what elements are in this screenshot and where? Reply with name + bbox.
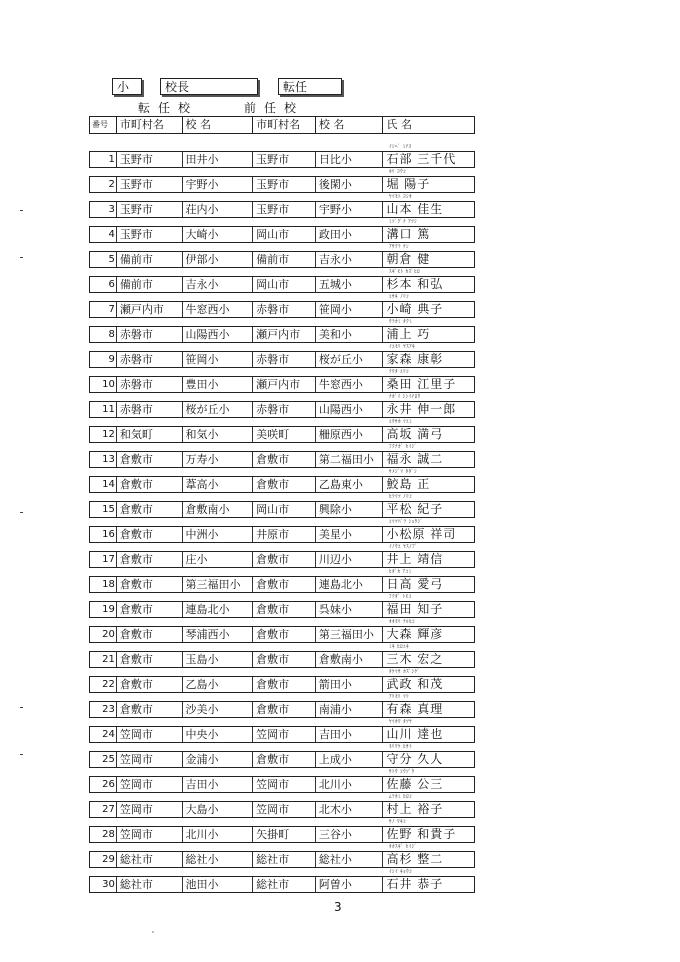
row-name-kana: ﾎﾘ ﾖｳｺ [389, 169, 407, 175]
row-prev-school: 三谷小 [316, 827, 384, 842]
table-row [89, 743, 475, 768]
row-new-school: 玉島小 [183, 652, 254, 667]
row-prev-school: 連島北小 [316, 577, 384, 592]
row-prev-city: 玉野市 [253, 152, 316, 167]
row-new-city: 倉敷市 [117, 527, 183, 542]
row-new-school: 沙美小 [183, 702, 254, 717]
row-cells [89, 276, 475, 293]
row-prev-city: 笠岡市 [253, 802, 316, 817]
row-name-kana: ﾋﾀﾞｶ ｱﾕﾐ [389, 569, 412, 575]
row-new-city: 備前市 [117, 277, 183, 292]
row-new-city: 倉敷市 [117, 702, 183, 717]
row-name-kana: ｲｴﾓﾘ ﾔｽｱｷ [389, 344, 416, 350]
row-number: 7 [90, 302, 117, 317]
row-prev-school: 第二福田小 [316, 452, 384, 467]
row-new-city: 倉敷市 [117, 677, 183, 692]
row-cells [89, 801, 475, 818]
table-row [89, 268, 475, 293]
row-cells [89, 151, 475, 168]
row-cells [89, 201, 475, 218]
scan-mark [20, 512, 23, 513]
row-prev-school: 総社小 [316, 852, 384, 867]
row-prev-city: 倉敷市 [253, 627, 316, 642]
row-prev-city: 赤磐市 [253, 352, 316, 367]
row-name: 溝口 篤 [386, 227, 431, 241]
row-prev-school: 後閑小 [316, 177, 384, 192]
table-row [89, 668, 475, 693]
table-row [89, 568, 475, 593]
scan-mark [20, 754, 23, 755]
row-prev-school: 吉永小 [316, 252, 384, 267]
previous-school-heading: 前任校 [244, 101, 305, 115]
row-number: 30 [90, 877, 117, 892]
row-prev-city: 井原市 [253, 527, 316, 542]
row-number: 25 [90, 752, 117, 767]
col-prev-city: 市町村名 [253, 117, 316, 133]
table-row [89, 218, 475, 243]
row-new-school: 大島小 [183, 802, 254, 817]
row-name-kana: ﾔﾏﾓﾄ ﾖｼｵ [389, 194, 413, 200]
row-number: 5 [90, 252, 117, 267]
row-new-school: 牛窓西小 [183, 302, 254, 317]
row-prev-city: 岡山市 [253, 277, 316, 292]
row-new-school: 葦高小 [183, 477, 254, 492]
row-name: 杉本 和弘 [386, 277, 444, 291]
row-prev-school: 倉敷南小 [316, 652, 384, 667]
row-number: 12 [90, 427, 117, 442]
row-number: 1 [90, 152, 117, 167]
row-cells [89, 376, 475, 393]
new-school-heading: 転任校 [138, 101, 199, 115]
row-name-kana: ﾀｶｽｷﾞ ｾｲｼﾞ [389, 844, 418, 850]
row-new-school: 吉田小 [183, 777, 254, 792]
row-new-city: 総社市 [117, 877, 183, 892]
row-new-school: 総社小 [183, 852, 254, 867]
row-new-school: 山陽西小 [183, 327, 254, 342]
row-cells [89, 501, 475, 518]
row-cells [89, 426, 475, 443]
row-cells [89, 826, 475, 843]
row-new-city: 赤磐市 [117, 377, 183, 392]
row-cells [89, 301, 475, 318]
row-new-city: 和気町 [117, 427, 183, 442]
row-number: 20 [90, 627, 117, 642]
row-new-school: 和気小 [183, 427, 254, 442]
row-number: 3 [90, 202, 117, 217]
row-name: 鮫島 正 [386, 477, 431, 491]
row-prev-city: 倉敷市 [253, 702, 316, 717]
row-new-school: 連島北小 [183, 602, 254, 617]
row-prev-school: 美和小 [316, 327, 384, 342]
row-name: 福永 誠二 [386, 452, 444, 466]
row-new-school: 庄小 [183, 552, 254, 567]
row-new-city: 赤磐市 [117, 402, 183, 417]
row-name-kana: ﾓﾘﾜｹ ﾋｻﾄ [389, 744, 413, 750]
row-new-school: 豊田小 [183, 377, 254, 392]
row-number: 28 [90, 827, 117, 842]
row-name: 三木 宏之 [386, 652, 444, 666]
row-prev-school: 政田小 [316, 227, 384, 242]
row-cells [89, 226, 475, 243]
row-name-kana: ﾌｸﾅｶﾞ ｾｲｼﾞ [389, 444, 418, 450]
row-name-kana: ｺﾏﾂﾊﾞﾗ ｼｮｳｼﾞ [389, 519, 424, 525]
table-row [89, 493, 475, 518]
row-cells [89, 451, 475, 468]
row-number: 8 [90, 327, 117, 342]
row-name: 井上 靖信 [386, 552, 444, 566]
row-prev-city: 笠岡市 [253, 727, 316, 742]
role-box: 校長 [160, 78, 258, 95]
row-prev-school: 北川小 [316, 777, 384, 792]
row-prev-school: 五城小 [316, 277, 384, 292]
row-name-kana: ﾔﾏｶﾜ ﾀﾂﾔ [389, 719, 413, 725]
row-new-school: 吉永小 [183, 277, 254, 292]
row-new-city: 倉敷市 [117, 577, 183, 592]
row-number: 18 [90, 577, 117, 592]
row-prev-city: 赤磐市 [253, 302, 316, 317]
row-prev-school: 柵原西小 [316, 427, 384, 442]
col-name: 氏 名 [386, 118, 412, 131]
col-new-city: 市町村名 [117, 117, 183, 133]
row-new-city: 倉敷市 [117, 652, 183, 667]
row-cells [89, 626, 475, 643]
row-new-school: 伊部小 [183, 252, 254, 267]
row-number: 27 [90, 802, 117, 817]
row-number: 23 [90, 702, 117, 717]
row-name-kana: ﾅｶﾞｲ ｼﾝｲﾁﾛｳ [389, 394, 421, 400]
row-number: 9 [90, 352, 117, 367]
row-prev-city: 倉敷市 [253, 577, 316, 592]
row-name: 有森 真理 [386, 702, 444, 716]
row-number: 13 [90, 452, 117, 467]
row-name-kana: ｻﾉ ﾜｷｺ [389, 819, 407, 825]
row-cells [89, 726, 475, 743]
row-name: 村上 裕子 [386, 802, 444, 816]
row-prev-city: 倉敷市 [253, 652, 316, 667]
row-name: 朝倉 健 [386, 252, 431, 266]
row-number: 15 [90, 502, 117, 517]
table-row [89, 443, 475, 468]
row-new-school: 中洲小 [183, 527, 254, 542]
row-new-city: 笠岡市 [117, 777, 183, 792]
row-new-school: 大崎小 [183, 227, 254, 242]
row-prev-city: 総社市 [253, 852, 316, 867]
row-new-school: 第三福田小 [183, 577, 254, 592]
row-cells [89, 351, 475, 368]
row-cells [89, 651, 475, 668]
row-name: 大森 輝彦 [386, 627, 444, 641]
row-new-school: 笹岡小 [183, 352, 254, 367]
row-cells [89, 401, 475, 418]
row-name: 佐野 和貴子 [386, 827, 457, 841]
row-prev-school: 川辺小 [316, 552, 384, 567]
row-new-city: 笠岡市 [117, 752, 183, 767]
row-cells [89, 326, 475, 343]
row-name: 堀 陽子 [386, 177, 431, 191]
row-name: 守分 久人 [386, 752, 444, 766]
row-name: 武政 和茂 [386, 677, 444, 691]
row-name-kana: ﾐｿﾞｸﾞﾁ ｱﾂｼ [389, 219, 418, 225]
table-row [89, 368, 475, 393]
row-name: 桑田 江里子 [386, 377, 457, 391]
table-row [89, 593, 475, 618]
table-row [89, 193, 475, 218]
row-new-city: 倉敷市 [117, 627, 183, 642]
row-prev-school: 第三福田小 [316, 627, 384, 642]
row-prev-city: 玉野市 [253, 177, 316, 192]
row-number: 17 [90, 552, 117, 567]
row-number: 11 [90, 402, 117, 417]
row-name-kana: ﾌｸﾀﾞ ﾄﾓｺ [389, 594, 412, 600]
row-new-city: 倉敷市 [117, 477, 183, 492]
row-prev-school: 乙島東小 [316, 477, 384, 492]
row-new-city: 倉敷市 [117, 552, 183, 567]
row-number: 16 [90, 527, 117, 542]
row-new-city: 倉敷市 [117, 452, 183, 467]
row-new-city: 赤磐市 [117, 352, 183, 367]
row-prev-city: 笠岡市 [253, 777, 316, 792]
row-cells [89, 776, 475, 793]
school-type-box: 小 [112, 78, 142, 95]
row-number: 2 [90, 177, 117, 192]
row-prev-school: 牛窓西小 [316, 377, 384, 392]
row-name-kana: ｳﾗｶﾐ ﾀｸﾐ [389, 319, 413, 325]
row-new-school: 万寿小 [183, 452, 254, 467]
row-new-school: 倉敷南小 [183, 502, 254, 517]
row-new-city: 笠岡市 [117, 727, 183, 742]
row-name: 小松原 祥司 [386, 527, 457, 541]
row-number: 24 [90, 727, 117, 742]
row-prev-city: 矢掛町 [253, 827, 316, 842]
table-row [89, 793, 475, 818]
row-prev-city: 倉敷市 [253, 677, 316, 692]
row-new-city: 瀬戸内市 [117, 302, 183, 317]
row-name: 浦上 巧 [386, 327, 431, 341]
row-prev-school: 吉田小 [316, 727, 384, 742]
table-row [89, 518, 475, 543]
transfer-table [89, 116, 475, 893]
row-cells [89, 251, 475, 268]
row-new-school: 池田小 [183, 877, 254, 892]
row-new-city: 玉野市 [117, 227, 183, 242]
row-new-school: 桜が丘小 [183, 402, 254, 417]
row-name: 高坂 満弓 [386, 427, 444, 441]
row-prev-school: 阿曽小 [316, 877, 384, 892]
row-cells [89, 551, 475, 568]
row-name: 山川 達也 [386, 727, 444, 741]
table-row [89, 143, 475, 168]
row-prev-city: 美咲町 [253, 427, 316, 442]
row-prev-city: 倉敷市 [253, 452, 316, 467]
row-new-school: 金浦小 [183, 752, 254, 767]
row-name-kana: ｲｼｲ ｷｮｳｺ [389, 869, 413, 875]
row-new-city: 笠岡市 [117, 827, 183, 842]
row-prev-school: 興除小 [316, 502, 384, 517]
row-new-school: 宇野小 [183, 177, 254, 192]
row-new-city: 玉野市 [117, 202, 183, 217]
table-row [89, 693, 475, 718]
row-cells [89, 676, 475, 693]
scan-mark [20, 257, 23, 258]
row-prev-school: 美星小 [316, 527, 384, 542]
row-name-kana: ｲﾉｳｴ ﾔｽﾉﾌﾞ [389, 544, 418, 550]
row-new-city: 倉敷市 [117, 602, 183, 617]
row-number: 19 [90, 602, 117, 617]
row-number: 14 [90, 477, 117, 492]
table-row [89, 343, 475, 368]
row-name-kana: ｱｻｸﾗ ｹﾝ [389, 244, 410, 250]
row-prev-school: 日比小 [316, 152, 384, 167]
table-row [89, 468, 475, 493]
table-row [89, 243, 475, 268]
row-new-school: 田井小 [183, 152, 254, 167]
row-new-school: 北川小 [183, 827, 254, 842]
row-cells [89, 701, 475, 718]
table-row [89, 318, 475, 343]
row-number: 21 [90, 652, 117, 667]
row-name-kana: ﾀｹﾏｻ ｶｽﾞｼｹﾞ [389, 669, 421, 675]
row-prev-school: 箭田小 [316, 677, 384, 692]
row-prev-city: 総社市 [253, 877, 316, 892]
scan-mark [20, 707, 23, 708]
row-name: 山本 佳生 [386, 202, 444, 216]
row-name: 高杉 整二 [386, 852, 444, 866]
row-name-kana: ｻﾄｳ ｺｳｿﾞｳ [389, 769, 415, 775]
row-prev-school: 呉妹小 [316, 602, 384, 617]
row-prev-city: 岡山市 [253, 227, 316, 242]
scan-mark [20, 210, 23, 211]
table-row [89, 393, 475, 418]
row-new-city: 玉野市 [117, 177, 183, 192]
col-prev-school: 校 名 [316, 117, 384, 133]
row-prev-school: 南浦小 [316, 702, 384, 717]
table-row [89, 643, 475, 668]
row-new-city: 玉野市 [117, 152, 183, 167]
row-name-kana: ｻﾒｼﾞﾏ ﾀﾀﾞｼ [389, 469, 418, 475]
row-new-city: 倉敷市 [117, 502, 183, 517]
row-prev-school: 上成小 [316, 752, 384, 767]
row-name-kana: ｽｷﾞﾓﾄ ｶｽﾞﾋﾛ [389, 269, 421, 275]
row-name: 日高 愛弓 [386, 577, 444, 591]
table-row [89, 868, 475, 893]
table-row [89, 418, 475, 443]
row-number: 4 [90, 227, 117, 242]
table-row [89, 543, 475, 568]
row-cells [89, 176, 475, 193]
row-prev-city: 瀬戸内市 [253, 327, 316, 342]
row-prev-school: 宇野小 [316, 202, 384, 217]
table-row [89, 718, 475, 743]
table-row [89, 818, 475, 843]
row-name: 石井 恭子 [386, 877, 444, 891]
row-prev-city: 倉敷市 [253, 552, 316, 567]
table-row [89, 618, 475, 643]
row-name-kana: ｵｵﾓﾘ ﾃﾙﾋｺ [389, 619, 416, 625]
row-new-school: 琴浦西小 [183, 627, 254, 642]
row-cells [89, 601, 475, 618]
row-name-kana: ｲｼﾍﾞ ﾐﾁﾖ [389, 144, 412, 150]
row-name: 家森 康彰 [386, 352, 444, 366]
row-new-school: 中央小 [183, 727, 254, 742]
row-prev-school: 北木小 [316, 802, 384, 817]
row-name: 佐藤 公三 [386, 777, 444, 791]
table-row [89, 843, 475, 868]
row-name: 平松 紀子 [386, 502, 444, 516]
row-cells [89, 526, 475, 543]
col-number: 番号 [90, 117, 117, 133]
row-prev-school: 桜が丘小 [316, 352, 384, 367]
scan-dot [152, 931, 154, 933]
row-prev-city: 備前市 [253, 252, 316, 267]
row-name-kana: ｸﾜﾀ ｴﾘｺ [389, 369, 410, 375]
row-new-city: 笠岡市 [117, 802, 183, 817]
row-name: 石部 三千代 [386, 152, 457, 166]
row-prev-city: 倉敷市 [253, 752, 316, 767]
row-name-kana: ｺｳｻｶ ﾏﾕﾐ [389, 419, 413, 425]
row-prev-city: 岡山市 [253, 502, 316, 517]
row-name: 永井 伸一郎 [386, 402, 457, 416]
row-number: 10 [90, 377, 117, 392]
row-name: 小崎 典子 [386, 302, 444, 316]
table-row [89, 168, 475, 193]
row-name-kana: ﾐｷ ﾋﾛﾕｷ [389, 644, 410, 650]
row-name-kana: ﾑﾗｶﾐ ﾋﾛｺ [389, 794, 413, 800]
row-number: 22 [90, 677, 117, 692]
row-new-school: 荘内小 [183, 202, 254, 217]
row-number: 6 [90, 277, 117, 292]
col-new-school: 校 名 [183, 117, 254, 133]
row-cells [89, 751, 475, 768]
table-header [89, 116, 475, 134]
row-cells [89, 876, 475, 893]
row-prev-city: 玉野市 [253, 202, 316, 217]
row-prev-city: 赤磐市 [253, 402, 316, 417]
row-new-city: 備前市 [117, 252, 183, 267]
row-name-kana: ﾋﾗﾏﾂ ﾉﾘｺ [389, 494, 413, 500]
row-name: 福田 知子 [386, 602, 444, 616]
row-new-school: 乙島小 [183, 677, 254, 692]
move-type-box: 転任 [278, 78, 342, 95]
row-cells [89, 851, 475, 868]
row-cells [89, 476, 475, 493]
row-prev-city: 瀬戸内市 [253, 377, 316, 392]
table-row [89, 293, 475, 318]
row-name-kana: ｱﾘﾓﾘ ﾏﾘ [389, 694, 410, 700]
row-number: 29 [90, 852, 117, 867]
row-prev-school: 山陽西小 [316, 402, 384, 417]
row-cells [89, 576, 475, 593]
page-number: 3 [334, 900, 342, 914]
row-number: 26 [90, 777, 117, 792]
row-new-city: 総社市 [117, 852, 183, 867]
row-new-city: 赤磐市 [117, 327, 183, 342]
row-prev-school: 笹岡小 [316, 302, 384, 317]
row-prev-city: 倉敷市 [253, 602, 316, 617]
row-name-kana: ｺｻｷ ﾉﾘｺ [389, 294, 410, 300]
table-body [89, 143, 475, 893]
table-row [89, 768, 475, 793]
row-prev-city: 倉敷市 [253, 477, 316, 492]
